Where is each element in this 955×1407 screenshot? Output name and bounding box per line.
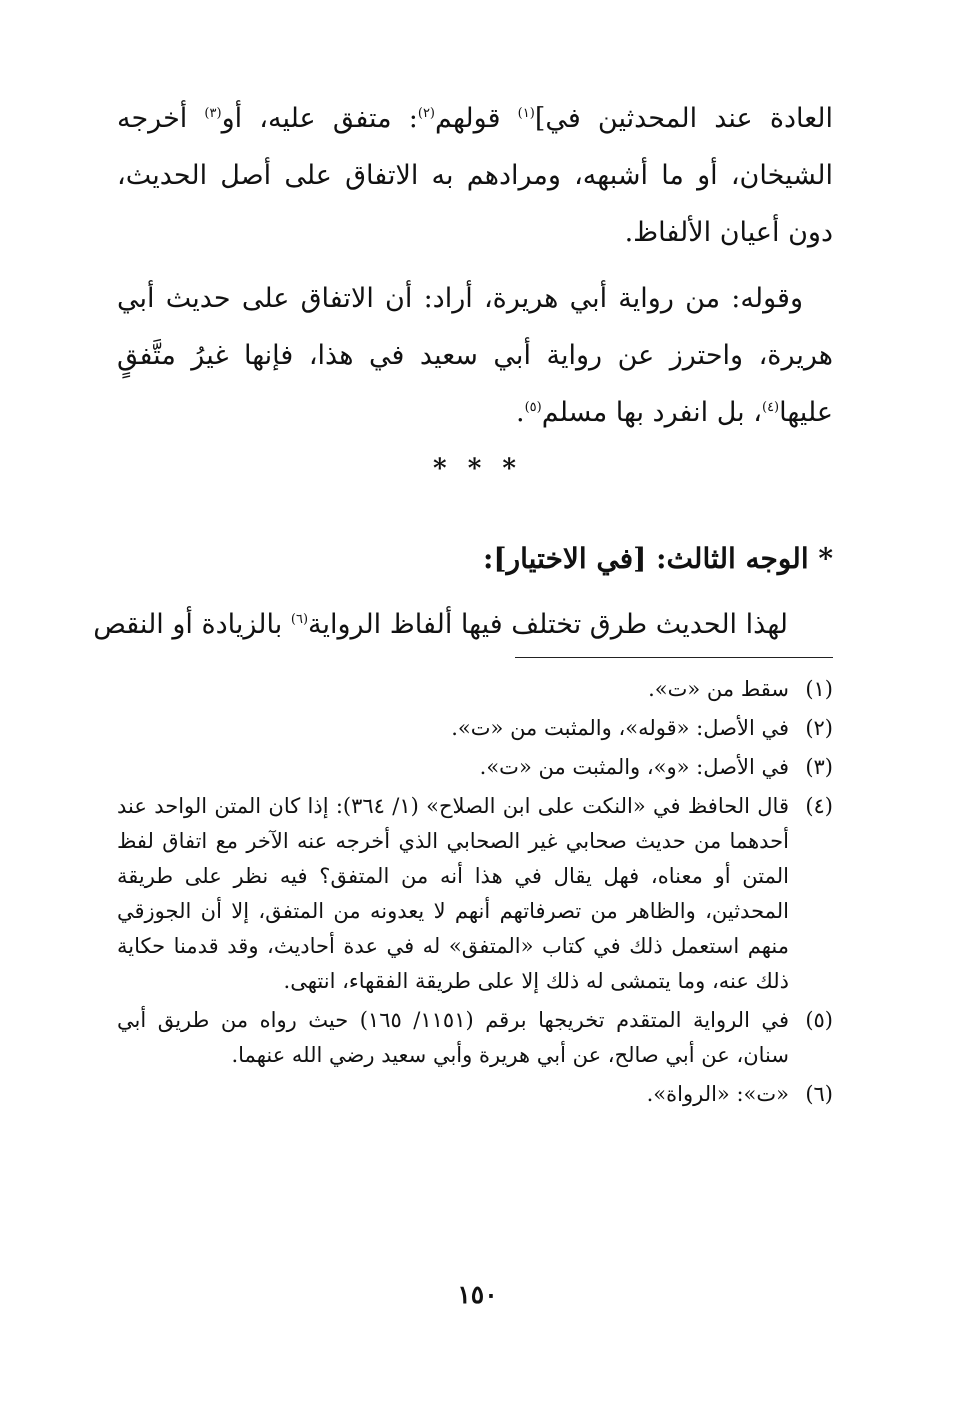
footnote-text: في الأصل: «قوله»، والمثبت من «ت».	[451, 716, 789, 740]
paragraph-text: .	[516, 397, 525, 428]
page-number: ١٥٠	[457, 1280, 498, 1309]
footnote-item	[117, 789, 833, 999]
footnote-item	[117, 750, 833, 785]
footnote-text: في الأصل: «و»، والمثبت من «ت».	[479, 755, 789, 779]
paragraph-commentary	[117, 270, 833, 441]
footnote-text: «ت»: «الرواة».	[646, 1082, 789, 1106]
footnote-number: (١)	[805, 677, 833, 701]
paragraph-text: ، بل انفرد بها مسلم	[541, 397, 762, 428]
paragraph-text: لهذا الحديث طرق تختلف فيها ألفاظ الرواية	[308, 609, 788, 640]
footnote-item	[117, 1003, 833, 1073]
footnotes-list	[117, 672, 833, 1116]
footnote-ref-3[interactable]: (٣)	[204, 106, 222, 121]
footnote-ref-6[interactable]: (٦)	[290, 612, 309, 627]
footnote-number: (٢)	[805, 716, 833, 740]
paragraph-text: قولهم	[435, 103, 518, 134]
paragraph-intro	[93, 600, 833, 650]
footnote-number: (٥)	[805, 1008, 833, 1032]
footnote-number: (٦)	[805, 1082, 833, 1106]
footnote-text: سقط من «ت».	[648, 677, 789, 701]
paragraph-text: بالزيادة أو النقص	[93, 609, 291, 640]
footnote-divider	[515, 657, 833, 658]
footnote-ref-2[interactable]: (٢)	[417, 106, 435, 121]
paragraph-definition	[117, 90, 833, 261]
footnote-ref-5[interactable]: (٥)	[524, 400, 542, 415]
paragraph-text: أخرجه الشيخان، أو ما أشبهه، ومرادهم به الاتفاق على أصل الحديث، دون أعيان الألفاظ.	[117, 103, 833, 248]
section-separator: * * *	[433, 454, 522, 484]
paragraph-text: : متفق عليه، أو	[221, 103, 418, 134]
footnote-ref-1[interactable]: (١)	[517, 106, 535, 121]
footnote-item	[117, 672, 833, 707]
section-heading: * الوجه الثالث: [في الاختيار]:	[483, 542, 833, 575]
paragraph-text: وقوله: من رواية أبي هريرة، أراد: أن الاتفاق على حديث أبي هريرة، واحترز عن رواية أبي سعيد في هذا، فإنها غيرُ متَّفقٍ عليها	[117, 283, 833, 428]
footnote-text: قال الحافظ في «النكت على ابن الصلاح» (١/ ٣٦٤): إذا كان المتن الواحد عند أحدهما من حديث صحابي غير الصحابي الذي أخرجه عنه الآخر مع اتفاق لفظ المتن أو معناه، فهل يقال في هذا أنه من المتفق؟ فيه نظر على طريقة المحدثين، والظاهر من تصرفاتهم أنهم لا يعدونه من المتفق، إلا أن الجوزقي منهم استعمل ذلك في كتاب «المتفق» له في عدة أحاديث، وقد قدمنا حكاية ذلك عنه، وما يتمشى له ذلك إلا على طريقة الفقهاء، انتهى.	[117, 794, 789, 993]
footnote-number: (٣)	[805, 755, 833, 779]
paragraph-text: العادة عند المحدثين في]	[534, 103, 833, 134]
footnote-item	[117, 1077, 833, 1112]
footnote-ref-4[interactable]: (٤)	[761, 400, 780, 415]
footnote-text: في الرواية المتقدم تخريجها برقم (١١٥١/ ١٦٥) حيث رواه من طريق أبي سنان، عن أبي صالح، عن أبي هريرة وأبي سعيد رضي الله عنهما.	[117, 1008, 789, 1067]
footnote-number: (٤)	[805, 794, 833, 818]
footnote-item	[117, 711, 833, 746]
